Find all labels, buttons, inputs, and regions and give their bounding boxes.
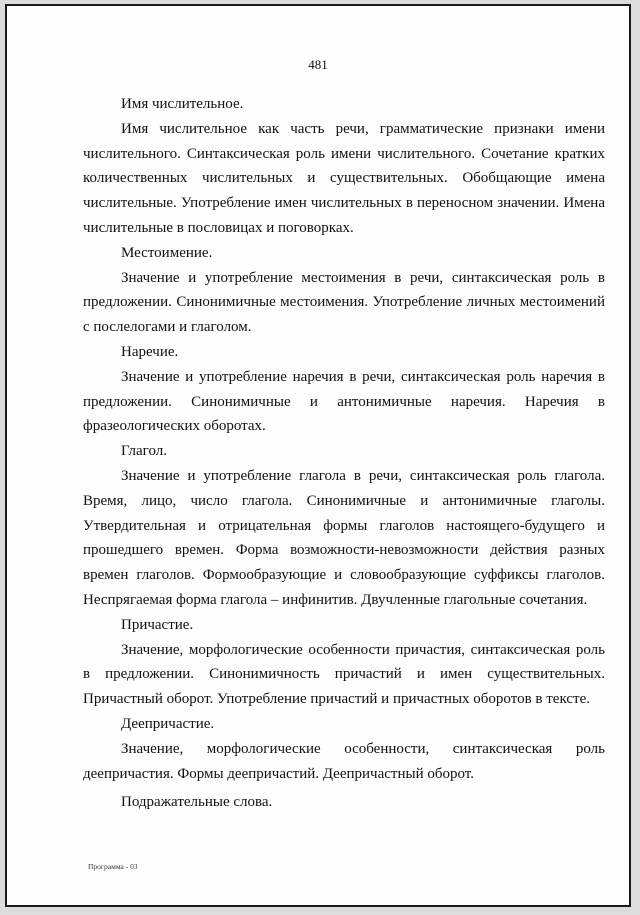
section-text-verb: Значение и употребление глагола в речи, синтаксическая роль глагола. Время, лицо, число глагола. Синонимичные и антонимичные глаголы. Утвердительная и отрицательная формы глаголов настоящего-будущего и прошедшего времен. Форма возможности-невозможности действия разных времен глаголов. Формообразующие и словообразующие суффиксы глаголов. Неспрягаемая форма глагола – инфинитив. Двучленные глагольные сочетания.: [83, 467, 605, 608]
document-page: [5, 4, 631, 907]
section-heading-pronoun: Местоимение.: [121, 244, 213, 261]
section-text-pronoun: Значение и употребление местоимения в речи, синтаксическая роль в предложении. Синонимичные местоимения. Употребление личных местоимений с послелогами и глаголом.: [83, 269, 605, 336]
page-number: 481: [308, 57, 328, 72]
section-heading-verb: Глагол.: [121, 443, 168, 460]
section-heading-adverb: Наречие.: [121, 343, 179, 360]
section-text-adverb: Значение и употребление наречия в речи, синтаксическая роль наречия в предложении. Синонимичные и антонимичные наречия. Наречия в фразеологических оборотах.: [83, 368, 605, 435]
section-text-adverbial-participle: Значение, морфологические особенности, синтаксическая роль деепричастия. Формы деепричастий. Деепричастный оборот.: [83, 740, 605, 782]
page-footer: Программа - 03: [88, 862, 138, 871]
section-text-participle: Значение, морфологические особенности причастия, синтаксическая роль в предложении. Синонимичность причастий и имен существительных. Причастный оборот. Употребление причастий и причастных оборотов в тексте.: [83, 641, 605, 708]
section-heading-numeral: Имя числительное.: [121, 96, 244, 112]
section-heading-adverbial-participle: Деепричастие.: [121, 715, 215, 732]
section-text-numeral: Имя числительное как часть речи, грамматические признаки имени числительного. Синтаксическая роль имени числительного. Сочетание кратких количественных числительных и существительных. Обобщающие имена числительные. Употребление имен числительных в переносном значении. Имена числительные в пословицах и поговорках.: [83, 120, 605, 236]
document-body: [83, 92, 605, 815]
section-heading-onomatopoeia: Подражательные слова.: [121, 794, 273, 811]
section-heading-participle: Причастие.: [121, 616, 194, 633]
